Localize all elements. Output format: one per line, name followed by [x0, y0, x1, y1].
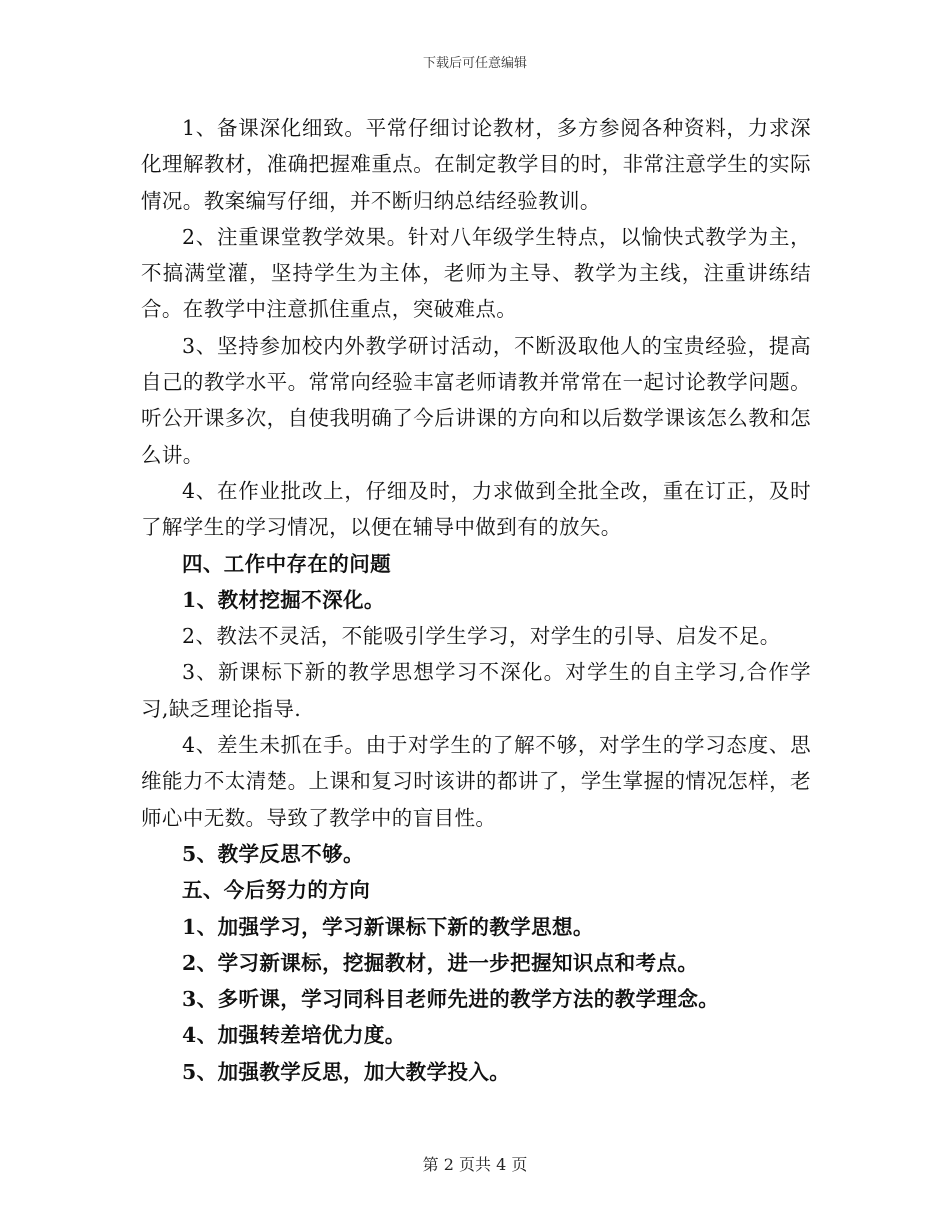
- direction-item-3: 3、多听课，学习同科目老师先进的教学方法的教学理念。: [182, 987, 720, 1012]
- paragraph-1: 1、备课深化细致。平常仔细讨论教材，多方参阅各种资料，力求深化理解教材，准确把握难重点。在制定教学目的时，非常注意学生的实际情况。教案编写仔细，并不断归纳总结经验教训。: [141, 116, 811, 213]
- problem-item-5: 5、教学反思不够。: [182, 841, 364, 866]
- direction-item-4: 4、加强转差培优力度。: [182, 1023, 406, 1048]
- problem-item-3: 3、新课标下新的教学思想学习不深化。对学生的自主学习,合作学习,缺乏理论指导.: [141, 660, 811, 721]
- page-footer: 第 2 页共 4 页: [422, 1155, 528, 1174]
- section-heading-problems: 四、工作中存在的问题: [182, 551, 391, 576]
- direction-item-1: 1、加强学习，学习新课标下新的教学思想。: [182, 914, 594, 939]
- problem-item-2: 2、教法不灵活，不能吸引学生学习，对学生的引导、启发不足。: [182, 624, 781, 649]
- direction-item-5: 5、加强教学反思，加大教学投入。: [182, 1059, 511, 1084]
- paragraph-2: 2、注重课堂教学效果。针对八年级学生特点，以愉快式教学为主，不搞满堂灌，坚持学生为主体，老师为主导、教学为主线，注重讲练结合。在教学中注意抓住重点，突破难点。: [141, 224, 811, 322]
- page-header: 下载后可任意编辑: [422, 56, 527, 71]
- section-heading-direction: 五、今后努力的方向: [182, 878, 371, 903]
- problem-item-4: 4、差生未抓在手。由于对学生的了解不够，对学生的学习态度、思维能力不太清楚。上课和复习时该讲的都讲了，学生掌握的情况怎样，老师心中无数。导致了教学中的盲目性。: [141, 733, 811, 830]
- direction-item-2: 2、学习新课标，挖掘教材，进一步把握知识点和考点。: [182, 950, 699, 975]
- problem-item-1: 1、教材挖掘不深化。: [182, 587, 385, 612]
- document-body: [141, 110, 811, 1090]
- paragraph-4: 4、在作业批改上，仔细及时，力求做到全批全改，重在订正，及时了解学生的学习情况，以便在辅导中做到有的放矢。: [141, 478, 811, 540]
- paragraph-3: 3、坚持参加校内外教学研讨活动，不断汲取他人的宝贵经验，提高自己的教学水平。常常向经验丰富老师请教并常常在一起讨论教学问题。听公开课多次，自使我明确了今后讲课的方向和以后数学课该怎么教和怎么讲。: [141, 333, 811, 467]
